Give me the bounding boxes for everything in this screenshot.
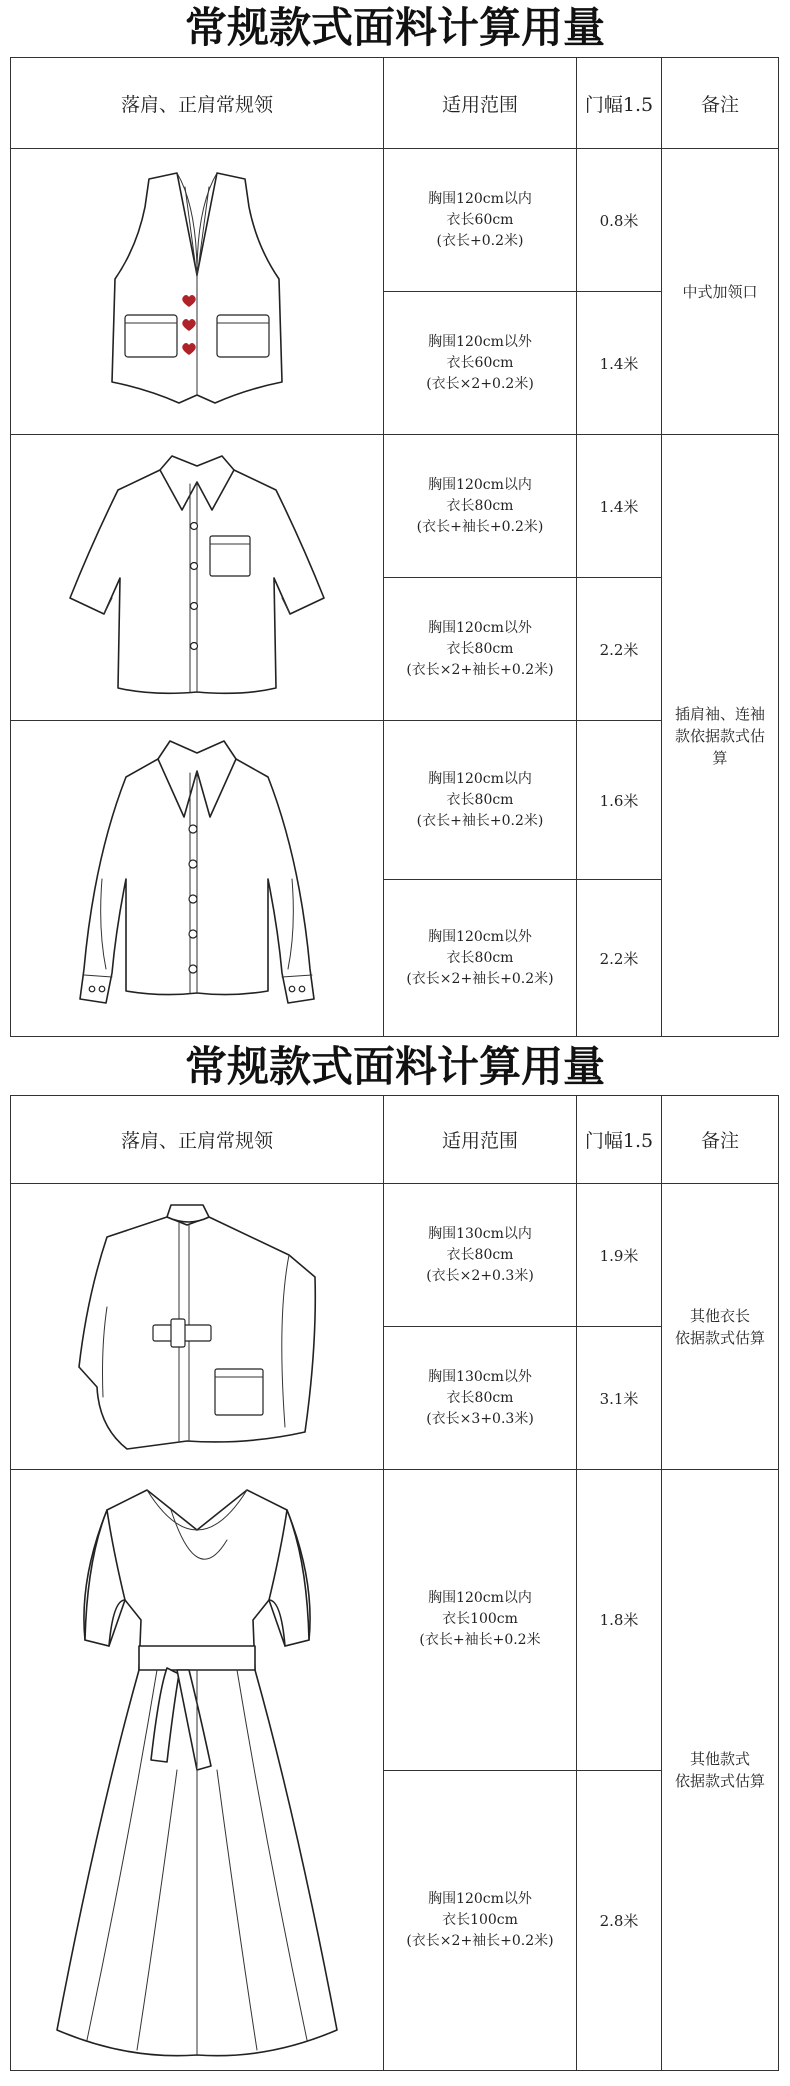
range-line: 衣长100cm	[442, 1911, 518, 1928]
amount-cell: 1.4米	[577, 435, 662, 578]
range-line: 衣长60cm	[446, 211, 514, 228]
range-cell	[384, 435, 577, 578]
section-2-title: 常规款式面料计算用量	[184, 1042, 605, 1091]
garment-cell	[11, 149, 384, 435]
note-line: 插肩袖、连袖	[674, 704, 765, 723]
note-cell	[662, 435, 779, 1037]
amount-cell: 0.8米	[577, 149, 662, 292]
amount-cell: 2.2米	[577, 578, 662, 721]
range-line: (衣长×3+0.3米)	[426, 1410, 534, 1427]
section-2-table	[10, 1095, 779, 2071]
range-line: 胸围120cm以外	[428, 333, 532, 350]
note-line: 依据款式估算	[674, 1772, 765, 1790]
range-line: 胸围120cm以内	[428, 1590, 532, 1607]
range-cell	[384, 1770, 577, 2071]
table-row	[11, 1184, 779, 1327]
range-line: (衣长×2+0.2米)	[426, 375, 534, 392]
short-sleeve-shirt-icon	[62, 448, 332, 708]
note-cell	[662, 1470, 779, 2071]
range-line: (衣长+袖长+0.2米	[419, 1632, 541, 1649]
note-line: 算	[712, 748, 728, 767]
range-line: 胸围120cm以外	[428, 928, 532, 945]
garment-cell	[11, 1470, 384, 2071]
section-1-table	[10, 57, 779, 1037]
header-width: 门幅1.5	[577, 1096, 662, 1184]
amount-cell: 1.9米	[577, 1184, 662, 1327]
range-cell	[384, 880, 577, 1037]
range-cell	[384, 1327, 577, 1470]
garment-cell	[11, 721, 384, 1037]
range-line: (衣长+0.2米)	[436, 232, 524, 249]
amount-cell: 3.1米	[577, 1327, 662, 1470]
note-line: 依据款式估算	[674, 1328, 765, 1347]
header-range: 适用范围	[384, 58, 577, 149]
header-note: 备注	[662, 58, 779, 149]
range-line: 衣长80cm	[446, 497, 514, 514]
header-row	[11, 58, 779, 149]
table-row	[11, 149, 779, 292]
cape-top-icon	[67, 1197, 327, 1457]
range-cell	[384, 578, 577, 721]
header-range: 适用范围	[384, 1096, 577, 1184]
range-line: 胸围120cm以内	[428, 190, 532, 207]
note-line: 款依据款式估	[674, 726, 765, 745]
wrap-dress-icon	[47, 1470, 347, 2070]
range-line: (衣长×2+袖长+0.2米)	[406, 1932, 554, 1949]
header-note: 备注	[662, 1096, 779, 1184]
range-line: 胸围120cm以内	[428, 770, 532, 787]
amount-cell: 1.4米	[577, 292, 662, 435]
note-cell	[662, 1184, 779, 1470]
vest-icon	[97, 167, 297, 417]
range-line: 衣长80cm	[446, 791, 514, 808]
range-line: 胸围130cm以外	[428, 1368, 532, 1385]
range-line: 衣长80cm	[446, 949, 514, 966]
amount-cell: 1.6米	[577, 721, 662, 880]
range-line: 胸围120cm以内	[428, 476, 532, 493]
header-width: 门幅1.5	[577, 58, 662, 149]
garment-cell	[11, 435, 384, 721]
table-row	[11, 1470, 779, 1771]
range-line: 衣长80cm	[446, 640, 514, 657]
range-cell	[384, 1470, 577, 1771]
header-style: 落肩、正肩常规领	[11, 1096, 384, 1184]
range-line: 胸围120cm以外	[428, 619, 532, 636]
table-row	[11, 435, 779, 578]
range-cell	[384, 149, 577, 292]
garment-cell	[11, 1184, 384, 1470]
range-line: 胸围120cm以外	[428, 1890, 532, 1907]
range-cell	[384, 292, 577, 435]
amount-cell: 2.2米	[577, 880, 662, 1037]
range-line: 衣长60cm	[446, 354, 514, 371]
range-line: (衣长×2+0.3米)	[426, 1267, 534, 1284]
header-style: 落肩、正肩常规领	[11, 58, 384, 149]
note-line: 其他衣长	[689, 1306, 750, 1325]
amount-cell: 2.8米	[577, 1770, 662, 2071]
range-line: 衣长100cm	[442, 1611, 518, 1628]
range-line: 衣长80cm	[446, 1389, 514, 1406]
range-cell	[384, 721, 577, 880]
amount-cell: 1.8米	[577, 1470, 662, 1771]
range-line: (衣长+袖长+0.2米)	[416, 812, 544, 829]
note-cell	[662, 149, 779, 435]
range-line: (衣长+袖长+0.2米)	[416, 518, 544, 535]
range-line: (衣长×2+袖长+0.2米)	[406, 661, 554, 678]
long-sleeve-blouse-icon	[62, 729, 332, 1029]
range-line: (衣长×2+袖长+0.2米)	[406, 970, 554, 987]
header-row	[11, 1096, 779, 1184]
note-line: 中式加领口	[682, 282, 758, 301]
section-1-title: 常规款式面料计算用量	[184, 3, 605, 52]
range-line: 胸围130cm以内	[428, 1225, 532, 1242]
note-line: 其他款式	[689, 1750, 750, 1768]
range-line: 衣长80cm	[446, 1246, 514, 1263]
range-cell	[384, 1184, 577, 1327]
